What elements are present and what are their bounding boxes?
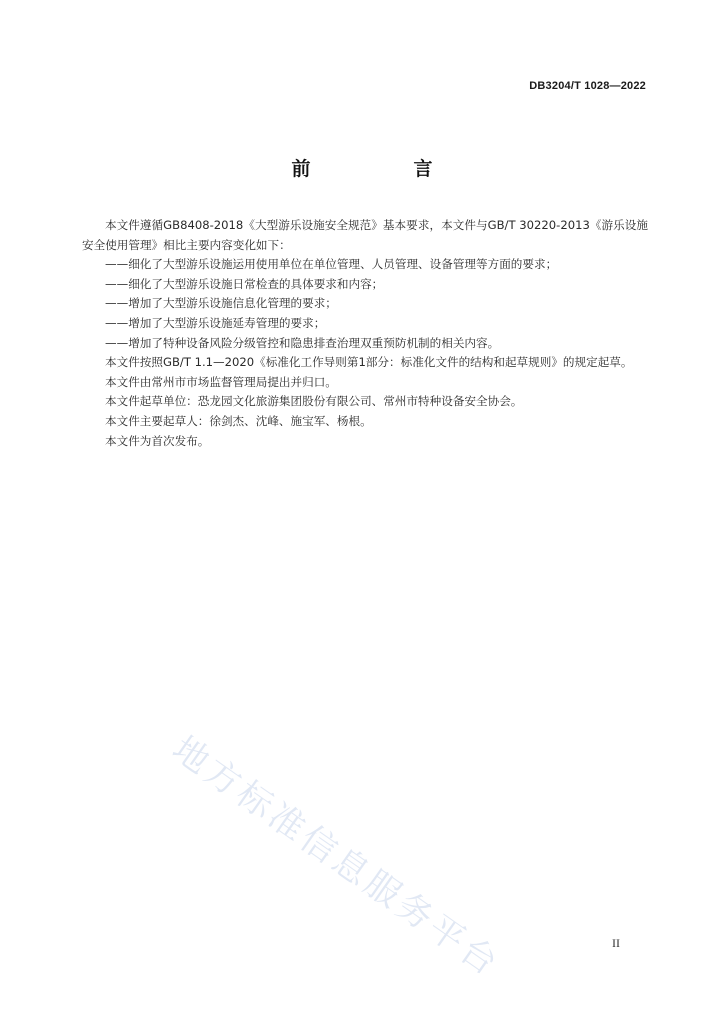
paragraph-proposer: 本文件由常州市市场监督管理局提出并归口。 <box>105 374 337 389</box>
change-item-5: ——增加了特种设备风险分级管控和隐患排查治理双重预防机制的相关内容。 <box>105 335 500 350</box>
watermark: 地方标准信息服务平台 <box>164 729 508 986</box>
paragraph-drafting-units: 本文件起草单位：恐龙园文化旅游集团股份有限公司、常州市特种设备安全协会。 <box>105 394 523 409</box>
page-title: 前 言 <box>291 158 475 180</box>
change-item-3: ——增加了大型游乐设施信息化管理的要求； <box>105 296 337 311</box>
paragraph-drafters: 本文件主要起草人：徐剑杰、沈峰、施宝军、杨根。 <box>105 413 372 428</box>
paragraph-first-release: 本文件为首次发布。 <box>105 433 210 448</box>
change-item-1: ——细化了大型游乐设施运用使用单位在单位管理、人员管理、设备管理等方面的要求； <box>105 257 558 272</box>
paragraph-intro: 本文件遵循GB8408-2018《大型游乐设施安全规范》基本要求，本文件与GB/T 30220-2013《游乐设施安全使用管理》相比主要内容变化如下： <box>82 218 648 252</box>
foreword-body <box>82 216 648 451</box>
change-item-4: ——增加了大型游乐设施延寿管理的要求； <box>105 315 326 330</box>
page-number: II <box>612 936 620 950</box>
change-item-2: ——细化了大型游乐设施日常检查的具体要求和内容； <box>105 276 384 291</box>
document-code: DB3204/T 1028—2022 <box>529 80 646 92</box>
paragraph-drafting-rules: 本文件按照GB/T 1.1—2020《标准化工作导则第1部分：标准化文件的结构和起草规则》的规定起草。 <box>105 355 633 370</box>
